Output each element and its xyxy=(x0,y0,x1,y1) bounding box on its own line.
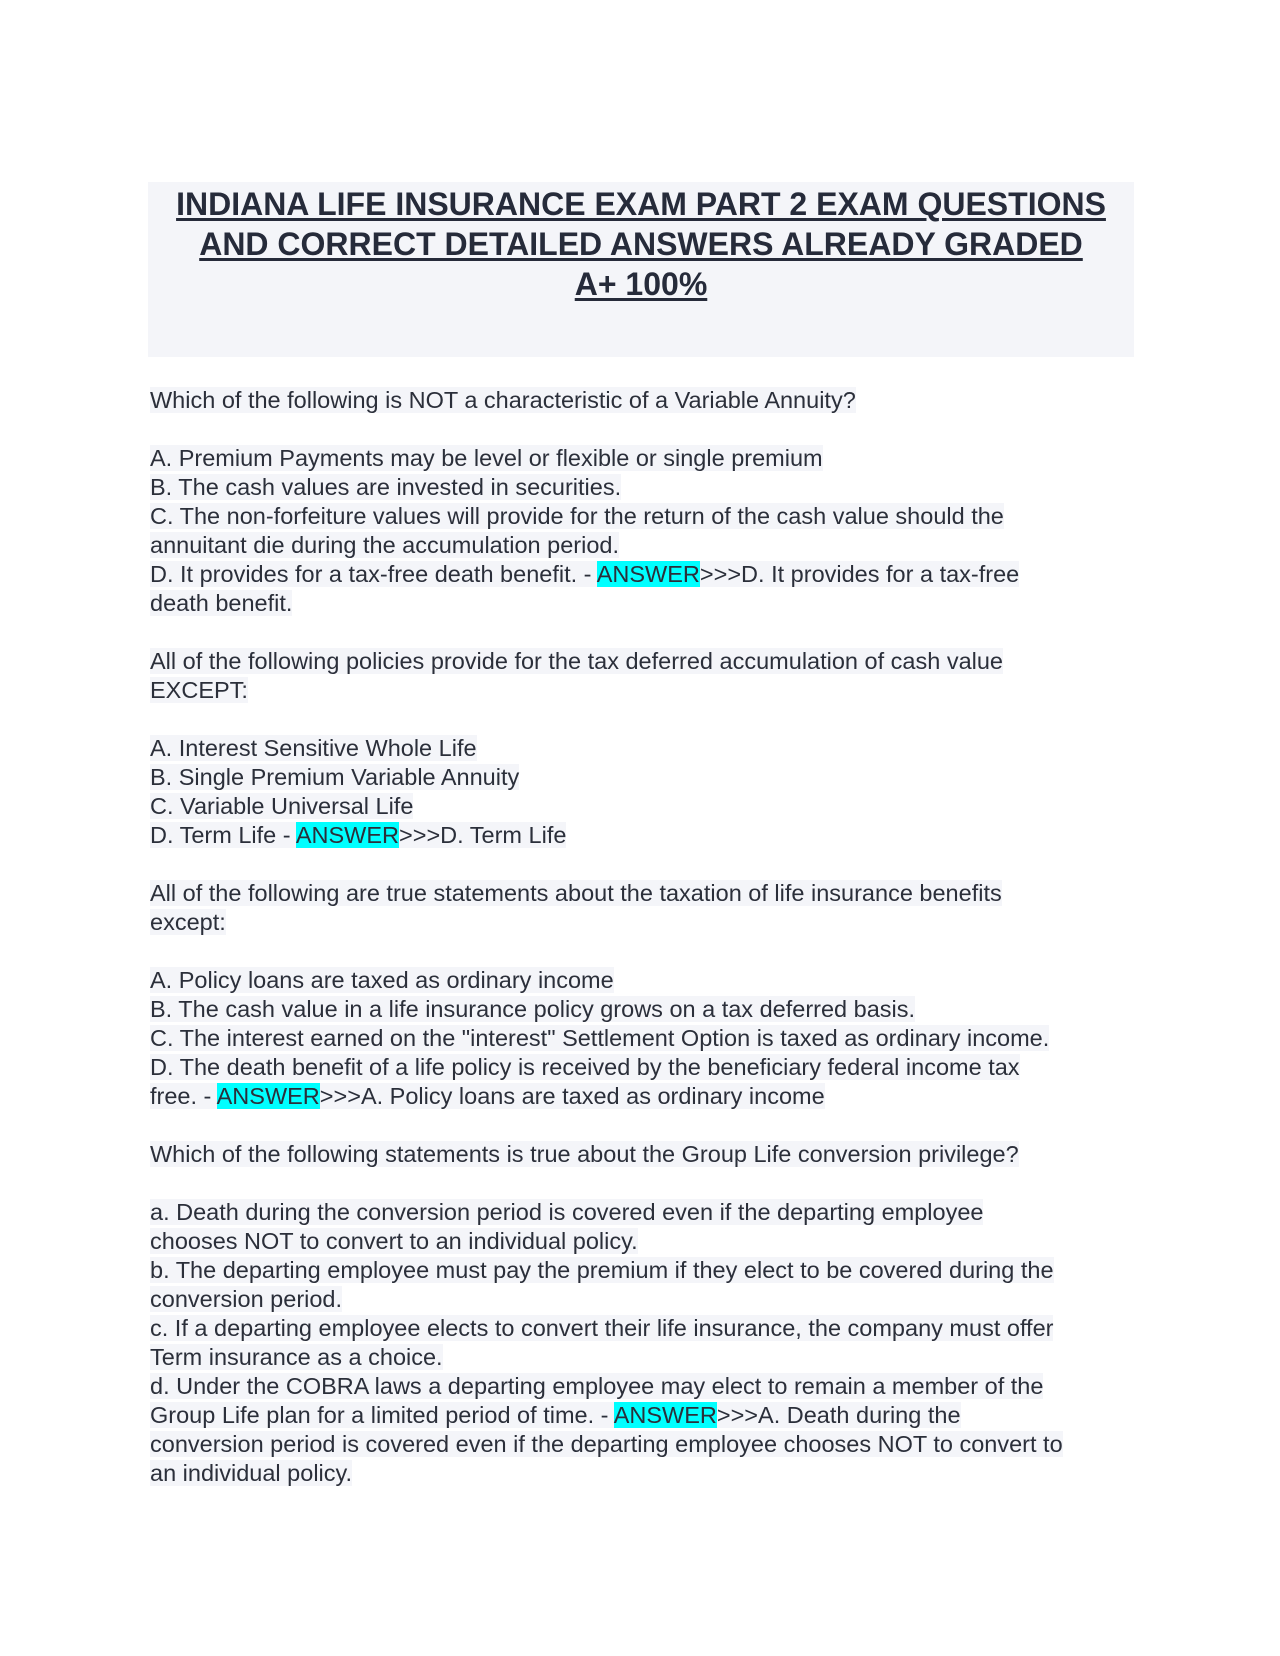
text-line xyxy=(150,966,1150,995)
text-line xyxy=(150,502,1150,531)
answer-text: >>>D. Term Life xyxy=(399,822,567,848)
question-separator xyxy=(150,850,1150,879)
text-line xyxy=(150,792,1150,821)
line-text: A. Interest Sensitive Whole Life xyxy=(150,735,477,761)
text-line xyxy=(150,1430,1150,1459)
question-block xyxy=(150,647,1150,850)
text-line xyxy=(150,1198,1150,1227)
option-text: Group Life plan for a limited period of time. - xyxy=(150,1402,614,1428)
line-text: C. The non-forfeiture values will provide for the return of the cash value should the xyxy=(150,503,1004,529)
title-line: INDIANA LIFE INSURANCE EXAM PART 2 EXAM QUESTIONS xyxy=(176,186,1106,222)
text-line xyxy=(150,1372,1150,1401)
line-text: chooses NOT to convert to an individual policy. xyxy=(150,1228,638,1254)
line-text: conversion period is covered even if the departing employee chooses NOT to convert to xyxy=(150,1431,1063,1457)
text-line xyxy=(150,1227,1150,1256)
text-line xyxy=(150,763,1150,792)
answer-line xyxy=(150,821,1150,850)
option-text: free. - xyxy=(150,1083,217,1109)
document-title xyxy=(148,182,1134,357)
question-block xyxy=(150,879,1150,1111)
answer-line xyxy=(150,1082,1150,1111)
blank-line xyxy=(150,705,1150,734)
question-separator xyxy=(150,618,1150,647)
text-line xyxy=(150,1314,1150,1343)
answer-highlight: ANSWER xyxy=(216,1083,320,1109)
answer-highlight: ANSWER xyxy=(613,1402,717,1428)
line-text: a. Death during the conversion period is covered even if the departing employee xyxy=(150,1199,984,1225)
question-list xyxy=(150,386,1150,1488)
line-text: death benefit. xyxy=(150,590,293,616)
line-text: annuitant die during the accumulation period. xyxy=(150,532,620,558)
blank-line xyxy=(150,415,1150,444)
text-line xyxy=(150,589,1150,618)
line-text: an individual policy. xyxy=(150,1460,353,1486)
text-line xyxy=(150,879,1150,908)
text-line xyxy=(150,531,1150,560)
blank-line xyxy=(150,1169,1150,1198)
answer-text: >>>D. It provides for a tax-free xyxy=(699,561,1020,587)
text-line xyxy=(150,1140,1150,1169)
question-block xyxy=(150,1140,1150,1488)
line-text: B. Single Premium Variable Annuity xyxy=(150,764,520,790)
text-line xyxy=(150,1459,1150,1488)
line-text: Term insurance as a choice. xyxy=(150,1344,443,1370)
text-line xyxy=(150,1343,1150,1372)
title-line: AND CORRECT DETAILED ANSWERS ALREADY GRADED xyxy=(199,226,1083,262)
option-text: D. Term Life - xyxy=(150,822,296,848)
line-text: All of the following are true statements about the taxation of life insurance benefits xyxy=(150,880,1002,906)
answer-line xyxy=(150,560,1150,589)
text-line xyxy=(150,1285,1150,1314)
line-text: C. Variable Universal Life xyxy=(150,793,414,819)
answer-text: >>>A. Death during the xyxy=(716,1402,961,1428)
line-text: conversion period. xyxy=(150,1286,343,1312)
line-text: B. The cash values are invested in securities. xyxy=(150,474,622,500)
question-separator xyxy=(150,1111,1150,1140)
line-text: b. The departing employee must pay the premium if they elect to be covered during the xyxy=(150,1257,1054,1283)
text-line xyxy=(150,676,1150,705)
line-text: c. If a departing employee elects to convert their life insurance, the company must offer xyxy=(150,1315,1054,1341)
text-line xyxy=(150,1256,1150,1285)
answer-line xyxy=(150,1401,1150,1430)
text-line xyxy=(150,734,1150,763)
option-text: D. It provides for a tax-free death benefit. - xyxy=(150,561,597,587)
text-line xyxy=(150,1053,1150,1082)
line-text: Which of the following statements is true about the Group Life conversion privilege? xyxy=(150,1141,1019,1167)
answer-highlight: ANSWER xyxy=(295,822,399,848)
text-line xyxy=(150,1024,1150,1053)
title-line: A+ 100% xyxy=(574,266,708,302)
line-text: except: xyxy=(150,909,226,935)
answer-text: >>>A. Policy loans are taxed as ordinary income xyxy=(319,1083,825,1109)
line-text: Which of the following is NOT a characteristic of a Variable Annuity? xyxy=(150,387,856,413)
line-text: B. The cash value in a life insurance policy grows on a tax deferred basis. xyxy=(150,996,916,1022)
answer-highlight: ANSWER xyxy=(596,561,700,587)
line-text: EXCEPT: xyxy=(150,677,248,703)
line-text: C. The interest earned on the "interest" Settlement Option is taxed as ordinary income. xyxy=(150,1025,1050,1051)
line-text: d. Under the COBRA laws a departing employee may elect to remain a member of the xyxy=(150,1373,1044,1399)
text-line xyxy=(150,444,1150,473)
blank-line xyxy=(150,937,1150,966)
line-text: A. Premium Payments may be level or flexible or single premium xyxy=(150,445,823,471)
text-line xyxy=(150,908,1150,937)
text-line xyxy=(150,995,1150,1024)
line-text: D. The death benefit of a life policy is received by the beneficiary federal income tax xyxy=(150,1054,1020,1080)
line-text: A. Policy loans are taxed as ordinary income xyxy=(150,967,614,993)
text-line xyxy=(150,647,1150,676)
line-text: All of the following policies provide for the tax deferred accumulation of cash value xyxy=(150,648,1003,674)
text-line xyxy=(150,386,1150,415)
text-line xyxy=(150,473,1150,502)
question-block xyxy=(150,386,1150,618)
